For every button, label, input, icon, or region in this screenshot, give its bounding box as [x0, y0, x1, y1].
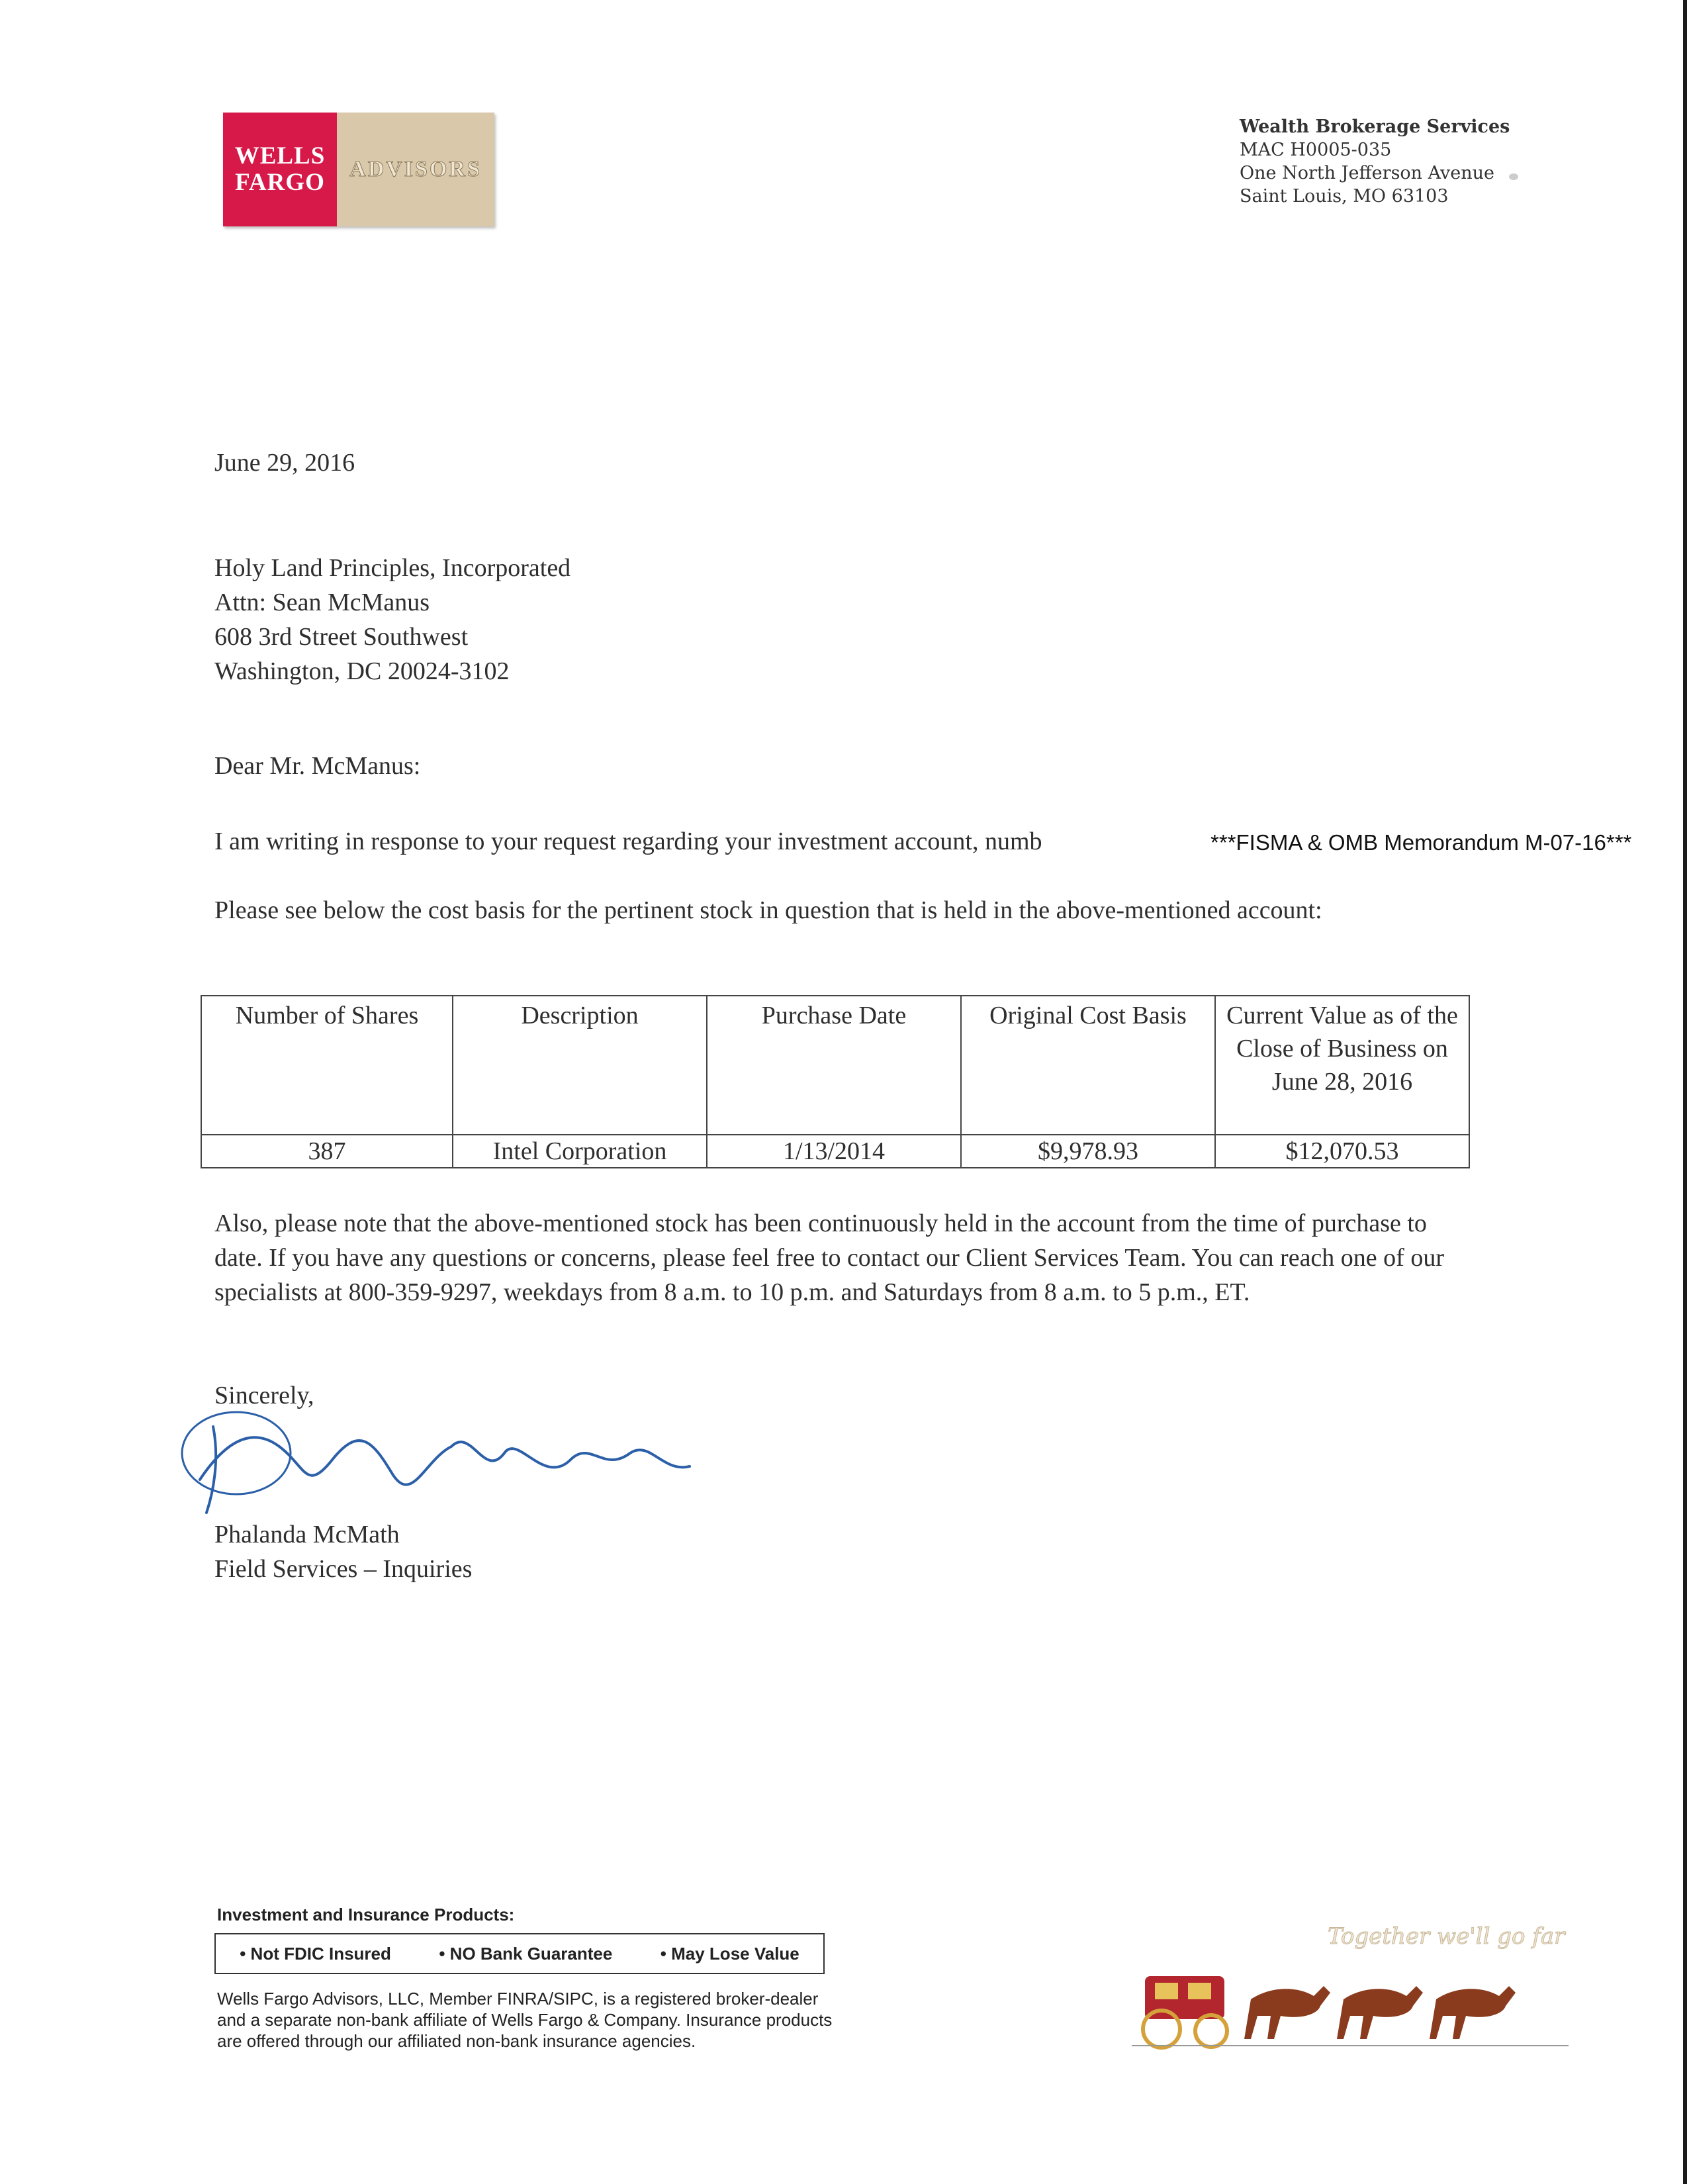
- signature-loop: [182, 1412, 291, 1494]
- cost-basis-table: [201, 995, 1470, 1168]
- col-header-original-cost: Original Cost Basis: [961, 996, 1215, 1135]
- wells-fargo-advisors-logo: [223, 113, 494, 226]
- cell-purchase-date: 1/13/2014: [707, 1135, 961, 1168]
- col-header-shares: Number of Shares: [201, 996, 453, 1135]
- footer-disclaimer-box: [214, 1933, 825, 1974]
- recipient-line1: Holy Land Principles, Incorporated: [214, 554, 571, 582]
- scan-edge: [1683, 0, 1687, 2184]
- col-header-purchase-date: Purchase Date: [707, 996, 961, 1135]
- stagecoach-icon: [1125, 1953, 1575, 2052]
- logo-tan-block: [337, 113, 494, 226]
- col-header-current-value: Current Value as of the Close of Business on June 28, 2016: [1215, 996, 1469, 1135]
- footer-item-fdic: • Not FDIC Insured: [240, 1943, 391, 1964]
- footer-title: Investment and Insurance Products:: [217, 1905, 515, 1924]
- recipient-address: [214, 551, 570, 688]
- closing: Sincerely,: [214, 1382, 314, 1409]
- logo-word: ADVISORS: [349, 157, 482, 181]
- recipient-line3: 608 3rd Street Southwest: [214, 623, 469, 651]
- logo-line2: FARGO: [235, 169, 325, 196]
- signer-name: Phalanda McMath: [214, 1521, 400, 1548]
- coach-window: [1155, 1983, 1178, 1999]
- table-header-row: [201, 996, 1469, 1135]
- footer-line2: and a separate non-bank affiliate of Wells Fargo & Company. Insurance products: [217, 2010, 833, 2030]
- footer-tagline: Together we'll go far: [1328, 1923, 1565, 1950]
- handwritten-signature: [173, 1400, 716, 1533]
- paragraph-1: [214, 824, 1632, 859]
- paragraph-1-text: I am writing in response to your request regarding your investment account, numb: [214, 828, 1042, 855]
- recipient-line2: Attn: Sean McManus: [214, 589, 430, 616]
- logo-line1: WELLS: [234, 142, 326, 169]
- cell-description: Intel Corporation: [453, 1135, 707, 1168]
- coach-wheel-2: [1195, 2015, 1227, 2047]
- scan-smudge: [1509, 173, 1518, 180]
- cell-current-value: $12,070.53: [1215, 1135, 1469, 1168]
- office-name: Wealth Brokerage Services: [1240, 117, 1510, 137]
- horses: [1244, 1986, 1516, 2039]
- footer-line3: are offered through our affiliated non-bank insurance agencies.: [217, 2031, 696, 2051]
- office-address: [1240, 115, 1510, 208]
- coach-window-2: [1188, 1983, 1211, 1999]
- office-mac: MAC H0005-035: [1240, 140, 1392, 160]
- office-street: One North Jefferson Avenue: [1240, 163, 1495, 183]
- salutation: Dear Mr. McManus:: [214, 752, 421, 780]
- recipient-line4: Washington, DC 20024-3102: [214, 657, 510, 685]
- footer-item-guarantee: • NO Bank Guarantee: [439, 1943, 613, 1964]
- office-city: Saint Louis, MO 63103: [1240, 186, 1449, 207]
- cell-shares: 387: [201, 1135, 453, 1168]
- footer-line1: Wells Fargo Advisors, LLC, Member FINRA/SIPC, is a registered broker-dealer: [217, 1989, 819, 2009]
- signer-title: Field Services – Inquiries: [214, 1555, 473, 1583]
- footer-legal-text: [217, 1988, 832, 2052]
- table-row: [201, 1135, 1469, 1168]
- paragraph-3: Also, please note that the above-mentioned stock has been continuously held in the account from the time of purchase to date. If you have any questions or concerns, please feel free to contact our Client Services Team. You can reach one of our specialists at 800-359-9297, weekdays from 8 a.m. to 10 p.m. and Saturdays from 8 a.m. to 5 p.m., ET.: [214, 1210, 1444, 1306]
- cell-original-cost: $9,978.93: [961, 1135, 1215, 1168]
- letter-date: June 29, 2016: [214, 449, 355, 477]
- logo-red-block: [223, 113, 337, 226]
- redaction-stamp: ***FISMA & OMB Memorandum M-07-16***: [1210, 830, 1632, 855]
- signature-stroke: [200, 1437, 690, 1484]
- footer-item-value: • May Lose Value: [660, 1943, 799, 1964]
- col-header-description: Description: [453, 996, 707, 1135]
- paragraph-2: Please see below the cost basis for the pertinent stock in question that is held in the above-mentioned account:: [214, 896, 1322, 924]
